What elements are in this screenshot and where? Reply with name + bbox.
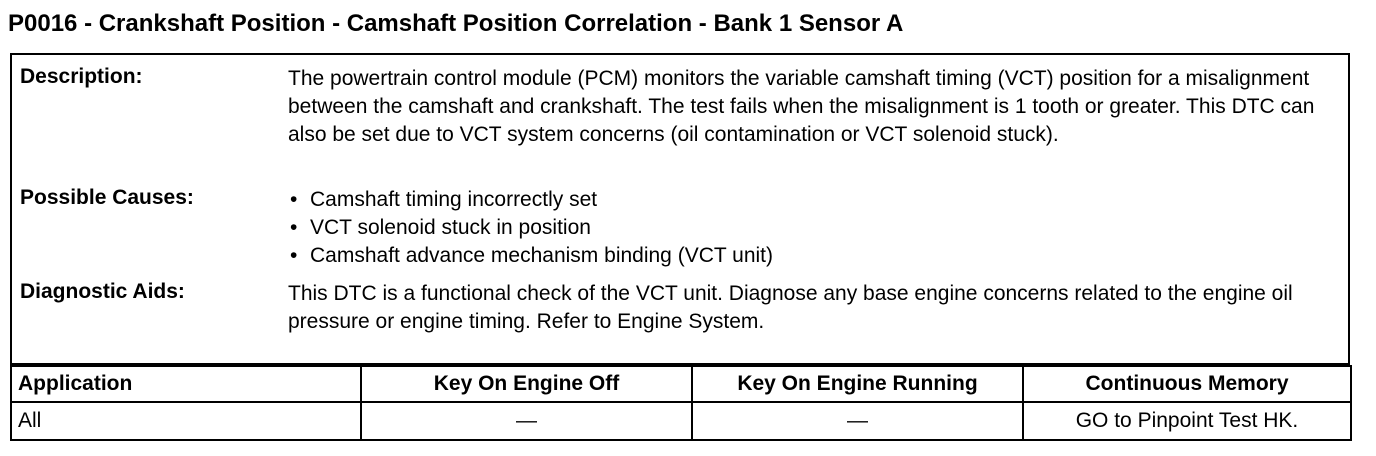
description-paragraph: The powertrain control module (PCM) monitors the variable camshaft timing (VCT) position for a misalignment between the camshaft and crankshaft. The test fails when the misalignment is 1 tooth or greater. This DTC can also be set due to VCT system concerns (oil contamination or VCT solenoid stuck).: [288, 67, 1315, 146]
cell-application: All: [11, 402, 361, 440]
bullet-icon: •: [290, 244, 298, 267]
diagnostic-aids-label: Diagnostic Aids:: [20, 280, 185, 303]
header-continuous-memory: Continuous Memory: [1023, 366, 1351, 402]
list-item: [288, 242, 1343, 270]
description-text: [288, 65, 1343, 149]
table-row: [11, 402, 1351, 440]
page-title: P0016 - Crankshaft Position - Camshaft Position Correlation - Bank 1 Sensor A: [8, 10, 904, 37]
bullet-icon: •: [290, 188, 298, 211]
diagnostic-aids-paragraph: This DTC is a functional check of the VCT unit. Diagnose any base engine concerns related to the engine oil pressure or engine timing. Refer to Engine System.: [288, 282, 1293, 333]
table-header-row: [11, 366, 1351, 402]
possible-causes-list: [288, 186, 1343, 270]
description-label: Description:: [20, 65, 143, 88]
cause-text: Camshaft advance mechanism binding (VCT unit): [310, 244, 773, 267]
list-item: [288, 214, 1343, 242]
header-key-on-engine-off: Key On Engine Off: [361, 366, 692, 402]
possible-causes-label: Possible Causes:: [20, 186, 194, 209]
cause-text: Camshaft timing incorrectly set: [310, 188, 598, 211]
bullet-icon: •: [290, 216, 298, 239]
possible-causes-list-wrap: [288, 186, 1343, 270]
diagnostic-aids-text: [288, 280, 1343, 336]
dtc-info-box: [10, 53, 1350, 365]
cause-text: VCT solenoid stuck in position: [310, 216, 591, 239]
cell-key-on-engine-off: —: [361, 402, 692, 440]
header-application: Application: [11, 366, 361, 402]
application-table: [10, 365, 1352, 441]
list-item: [288, 186, 1343, 214]
cell-continuous-memory: GO to Pinpoint Test HK.: [1023, 402, 1351, 440]
cell-key-on-engine-running: —: [692, 402, 1023, 440]
header-key-on-engine-running: Key On Engine Running: [692, 366, 1023, 402]
